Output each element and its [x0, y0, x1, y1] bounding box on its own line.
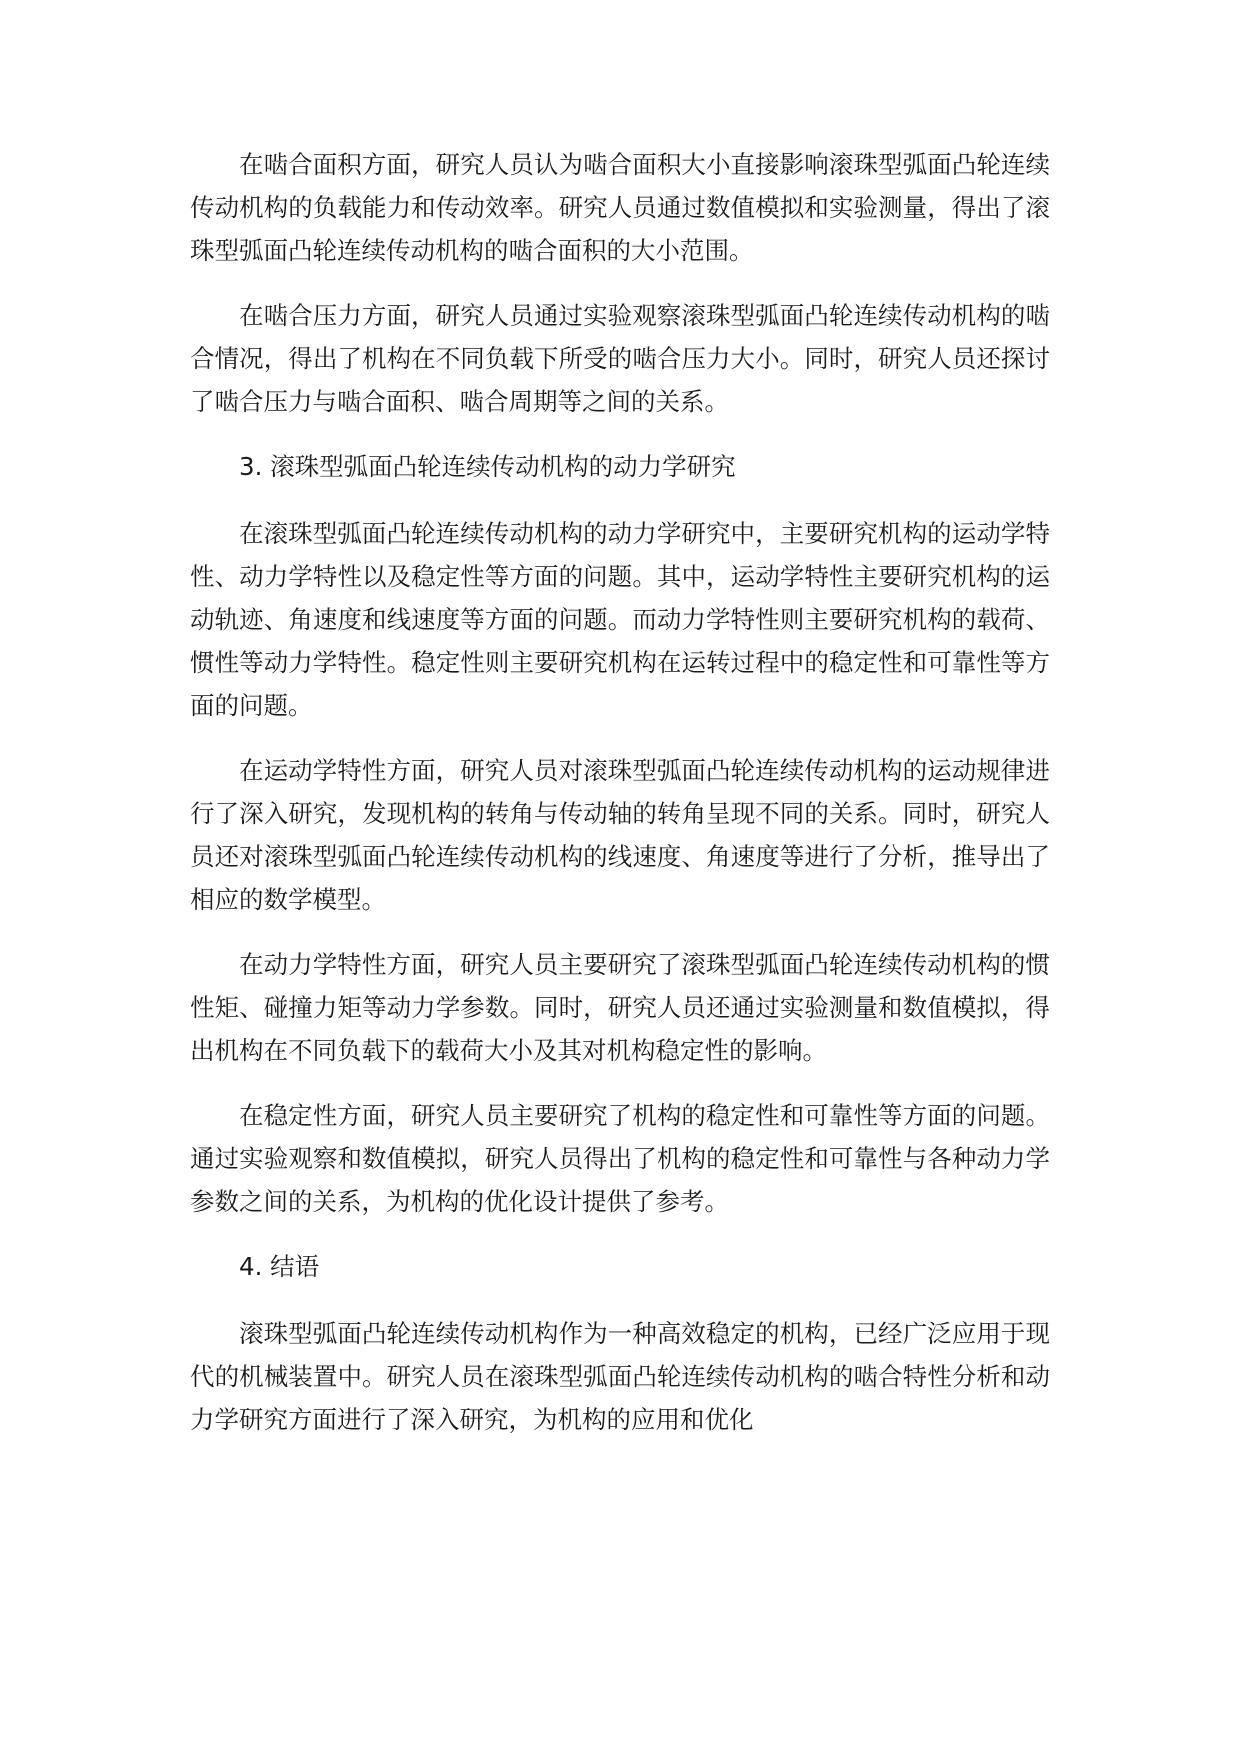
paragraph-conclusion: 滚珠型弧面凸轮连续传动机构作为一种高效稳定的机构，已经广泛应用于现代的机械装置中。研究人员在滚珠型弧面凸轮连续传动机构的啮合特性分析和动力学研究方面进行了深入研究，为机构的应用和优化 [190, 1319, 1050, 1434]
paragraph-stability: 在稳定性方面，研究人员主要研究了机构的稳定性和可靠性等方面的问题。通过实验观察和数值模拟，研究人员得出了机构的稳定性和可靠性与各种动力学参数之间的关系，为机构的优化设计提供了参考。 [190, 1101, 1050, 1216]
document-page [190, 143, 1050, 1463]
section-heading-dynamics: 3. 滚珠型弧面凸轮连续传动机构的动力学研究 [239, 452, 736, 481]
paragraph-dynamic-characteristics: 在动力学特性方面，研究人员主要研究了滚珠型弧面凸轮连续传动机构的惯性矩、碰撞力矩等动力学参数。同时，研究人员还通过实验测量和数值模拟，得出机构在不同负载下的载荷大小及其对机构稳定性的影响。 [190, 950, 1050, 1065]
paragraph-dynamics-overview: 在滚珠型弧面凸轮连续传动机构的动力学研究中，主要研究机构的运动学特性、动力学特性以及稳定性等方面的问题。其中，运动学特性主要研究机构的运动轨迹、角速度和线速度等方面的问题。而动力学特性则主要研究机构的载荷、惯性等动力学特性。稳定性则主要研究机构在运转过程中的稳定性和可靠性等方面的问题。 [190, 519, 1050, 720]
paragraph-kinematics: 在运动学特性方面，研究人员对滚珠型弧面凸轮连续传动机构的运动规律进行了深入研究，发现机构的转角与传动轴的转角呈现不同的关系。同时，研究人员还对滚珠型弧面凸轮连续传动机构的线速度、角速度等进行了分析，推导出了相应的数学模型。 [190, 756, 1050, 914]
paragraph-contact-area: 在啮合面积方面，研究人员认为啮合面积大小直接影响滚珠型弧面凸轮连续传动机构的负载能力和传动效率。研究人员通过数值模拟和实验测量，得出了滚珠型弧面凸轮连续传动机构的啮合面积的大小范围。 [190, 150, 1050, 265]
paragraph-contact-pressure: 在啮合压力方面，研究人员通过实验观察滚珠型弧面凸轮连续传动机构的啮合情况，得出了机构在不同负载下所受的啮合压力大小。同时，研究人员还探讨了啮合压力与啮合面积、啮合周期等之间的关系。 [190, 301, 1050, 416]
section-heading-conclusion: 4. 结语 [239, 1252, 320, 1281]
